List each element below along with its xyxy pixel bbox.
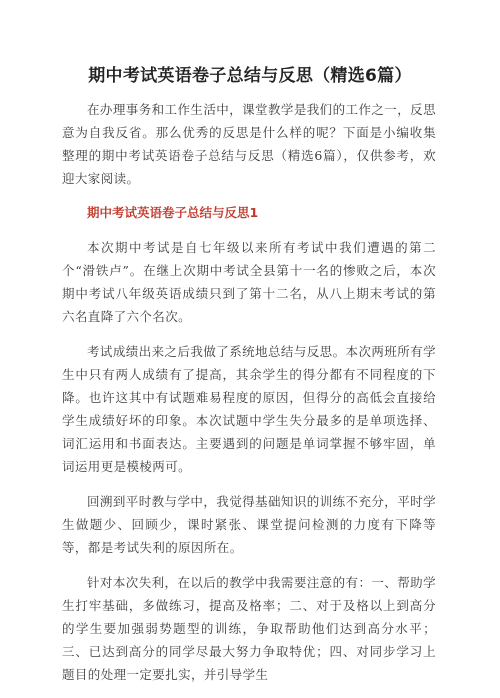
section-paragraph-1: 本次期中考试是自七年级以来所有考试中我们遭遇的第二个“滑铁卢”。在继上次期中考试全县第十一名的惨败之后，本次期中考试八年级英语成绩只到了第十二名，从八上期末考试的第六名直降了六个名次。	[62, 240, 436, 324]
section-paragraph-4: 针对本次失利，在以后的教学中我需要注意的有：一、帮助学生打牢基础，多做练习，提高及格率；二、对于及格以上到高分的学生要加强弱势题型的训练，争取帮助他们达到高分水平；三、已达到高分的同学尽最大努力争取特优；四、对同步学习上题目的处理一定要扎实，并引导学生	[62, 575, 436, 682]
section-paragraph-3: 回溯到平时教与学中，我觉得基础知识的训练不充分，平时学生做题少、回顾少，课时紧张、课堂提问检测的力度有下降等等，都是考试失利的原因所在。	[62, 494, 436, 555]
intro-paragraph: 在办理事务和工作生活中，课堂教学是我们的工作之一，反思意为自我反省。那么优秀的反思是什么样的呢？下面是小编收集整理的期中考试英语卷子总结与反思（精选6篇），仅供参考，欢迎大家阅读。	[62, 102, 436, 186]
document-body	[62, 98, 436, 698]
section-heading: 期中考试英语卷子总结与反思1	[87, 205, 259, 220]
document-title: 期中考试英语卷子总结与反思（精选6篇）	[88, 66, 412, 86]
section-paragraph-2: 考试成绩出来之后我做了系统地总结与反思。本次两班所有学生中只有两人成绩有了提高，其余学生的得分都有不同程度的下降。也许这其中有试题难易程度的原因，但得分的高低会直接给学生成绩好坏的印象。本次试题中学生失分最多的是单项选择、词汇运用和书面表达。主要遇到的问题是单词掌握不够牢固，单词运用更是模棱两可。	[62, 344, 436, 474]
